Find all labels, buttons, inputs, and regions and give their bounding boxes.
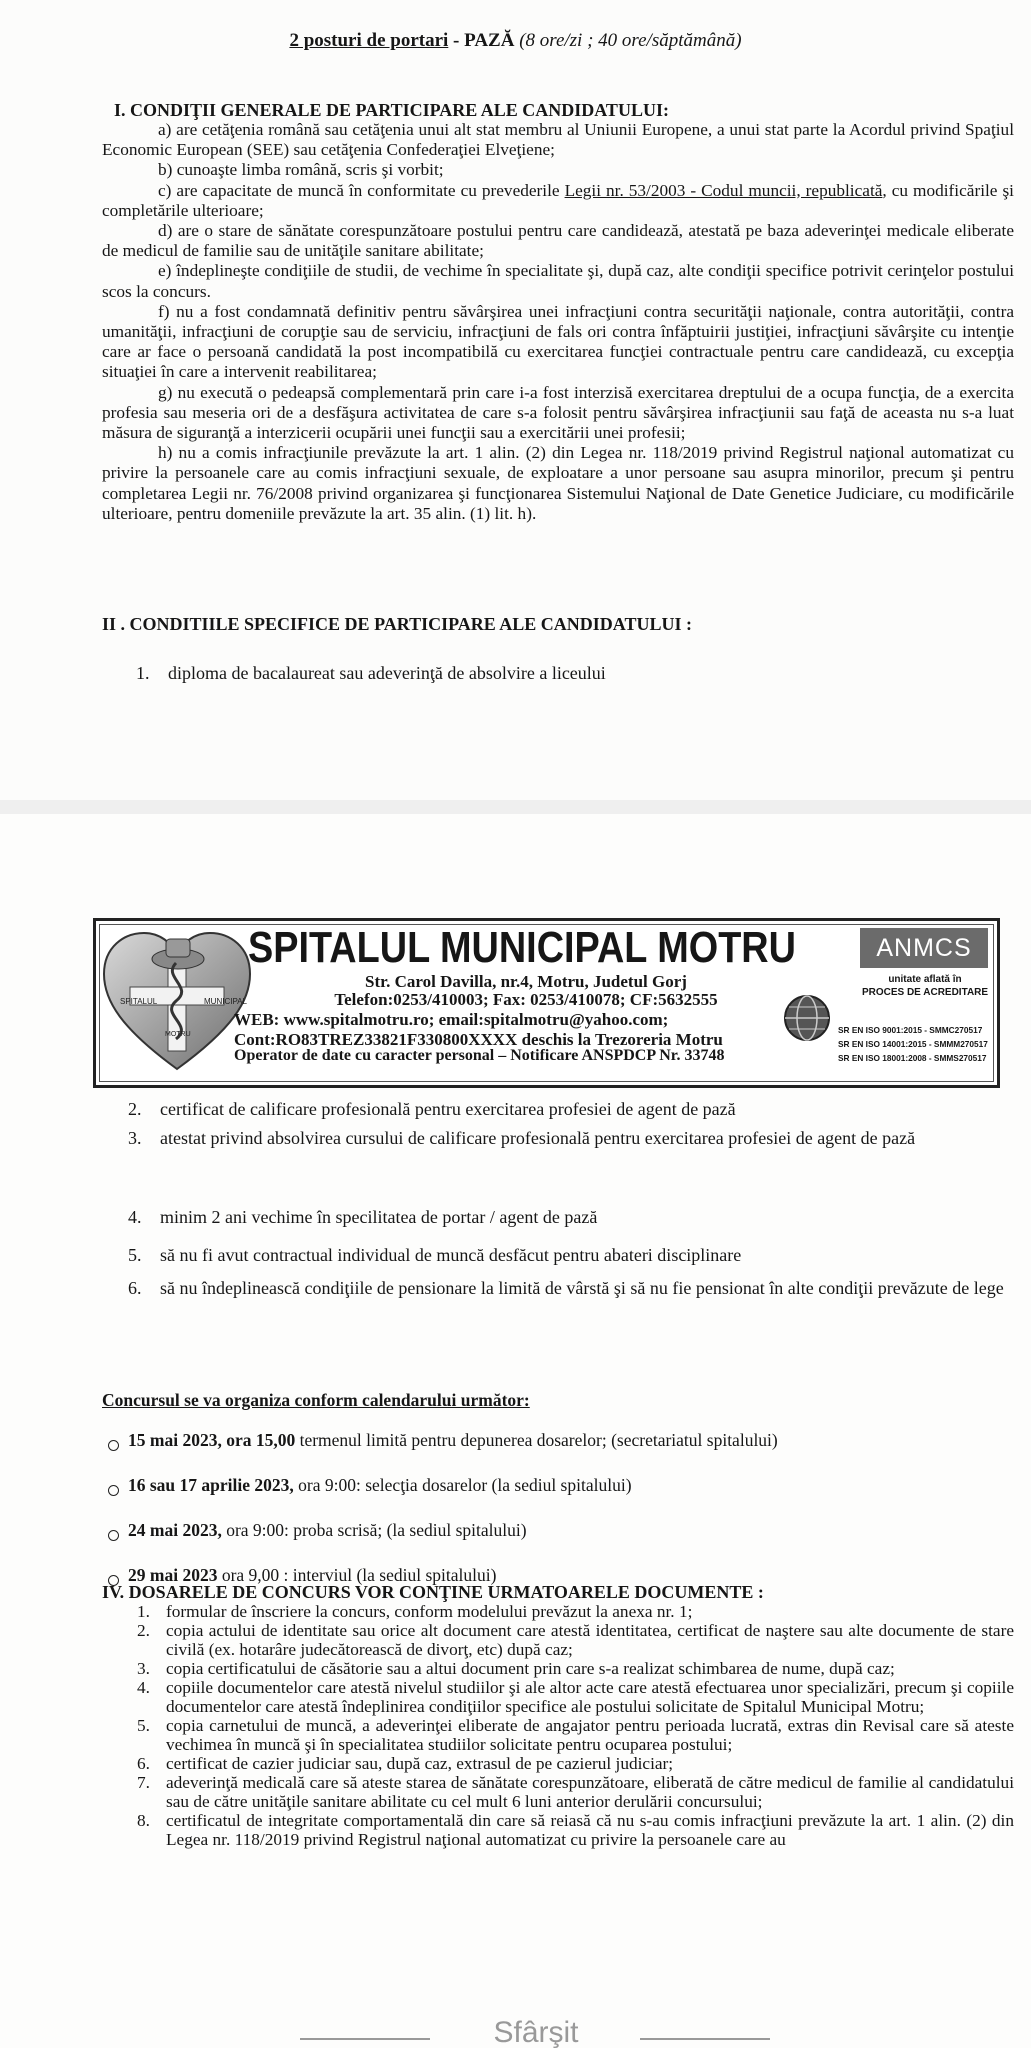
item-number: 3. (128, 1128, 142, 1148)
specific-item-3 (128, 1112, 1008, 1164)
hospital-web: WEB: www.spitalmotru.ro; email:spitalmotru@yahoo.com; (234, 1010, 669, 1029)
document-item-7 (102, 1773, 1014, 1811)
calendar-heading: Concursul se va organiza conform calendarului următor: (102, 1390, 530, 1410)
calendar-entry-2 (128, 1475, 632, 1496)
item-text: minim 2 ani vechime în specilitatea de portar / agent de pază (160, 1207, 598, 1227)
calendar-date: 15 mai 2023, ora 15,00 (128, 1430, 296, 1450)
calendar-date: 16 sau 17 aprilie 2023, (128, 1475, 294, 1495)
item-text: adeverinţă medicală care să ateste starea de sănătate corespunzătoare, eliberată de către medicul de familie al candidatului sau de către unităţile sanitare abilitate cu cel mult 6 luni anterior derulării concursului; (166, 1773, 1014, 1811)
title-sep: - PAZĂ (448, 30, 520, 51)
hospital-account: Cont:RO83TREZ33821F330800XXXX deschis la Trezoreria Motru (234, 1030, 723, 1049)
calendar-description: ora 9,00 : interviul (la sediul spitalului) (217, 1565, 497, 1585)
calendar-entry-3 (128, 1520, 527, 1541)
condition-e: e) îndeplineşte condiţiile de studii, de vechime în specialitate şi, după caz, alte condiţii specifice potrivit cerinţelor postului scos la concurs. (102, 261, 1014, 301)
section2-heading: II . CONDITIILE SPECIFICE DE PARTICIPARE ALE CANDIDATULUI : (102, 614, 692, 634)
item-text: copia actului de identitate sau orice alt document care atestă identitatea, certificat de naştere sau alte documente de stare civilă (ex. hotarâre judecătorească de divorţ, etc) după caz; (166, 1621, 1014, 1659)
calendar-description: ora 9:00: proba scrisă; (la sediul spitalului) (221, 1520, 527, 1540)
document-item-5 (102, 1716, 1014, 1754)
title-hours: (8 ore/zi ; 40 ore/săptămână) (519, 30, 742, 51)
hospital-letterhead (93, 918, 1000, 1088)
end-divider-right (640, 2038, 770, 2040)
calendar-date: 29 mai 2023 (128, 1565, 218, 1585)
law-53-link: Legii nr. 53/2003 - Codul muncii, republicată (564, 180, 883, 200)
item-number: 5. (137, 1716, 150, 1735)
logo-text-left: SPITALUL (120, 997, 158, 1006)
hospital-data-operator: Operator de date cu caracter personal – Notificare ANSPDCP Nr. 33748 (234, 1047, 725, 1064)
item-text: diploma de bacalaureat sau adeverinţă de absolvire a liceului (168, 663, 606, 683)
accreditation-line-1: unitate aflată în (888, 974, 962, 985)
item-text: să nu fi avut contractual individual de muncă desfăcut pentru abateri disciplinare (160, 1245, 742, 1265)
hospital-phone: Telefon:0253/410003; Fax: 0253/410078; CF:5632555 (334, 990, 718, 1009)
item-text: certificatul de integritate comportamentală din care să reiasă că nu s-au comis infracţiuni prevăzute la art. 1 alin. (2) din Legea nr. 118/2019 privind Registrul naţional automatizat cu privire la persoanele care au (166, 1811, 1014, 1849)
item-text: copia carnetului de muncă, a adeverinţei eliberate de angajator pentru perioada lucrată, extras din Revisal care să ateste vechimea în muncă şi în specialitatea studiilor solicitate pentru ocuparea postului; (166, 1716, 1014, 1754)
document-item-6 (102, 1754, 1014, 1773)
globe-icon (782, 993, 832, 1043)
item-number: 2. (128, 1099, 142, 1119)
item-text: certificat de cazier judiciar sau, după caz, extrasul de pe cazierul judiciar; (166, 1754, 674, 1773)
bullet-icon (108, 1485, 119, 1496)
item-number: 2. (137, 1621, 150, 1640)
document-item-3 (102, 1659, 1014, 1678)
section1-heading: I. CONDIŢII GENERALE DE PARTICIPARE ALE CANDIDATULUI: (114, 100, 669, 120)
bullet-icon (108, 1530, 119, 1541)
item-number: 3. (137, 1659, 150, 1678)
section1-body (102, 120, 1014, 524)
condition-c-text: c) are capacitate de muncă în conformitate cu prevederile (158, 180, 565, 200)
documents-list (102, 1602, 1014, 1849)
item-number: 6. (128, 1278, 142, 1298)
specific-item-1 (136, 654, 1016, 692)
section4-heading: IV. DOSARELE DE CONCURS VOR CONŢINE URMATOARELE DOCUMENTE : (102, 1582, 764, 1602)
item-number: 4. (137, 1678, 150, 1697)
condition-c-tail: , cu modificările şi completările ulterioare; (102, 180, 1014, 220)
item-text: formular de înscriere la concurs, conform modelului prevăzut la anexa nr. 1; (166, 1602, 693, 1621)
condition-c (102, 181, 1014, 221)
end-label: Sfârşit (493, 2016, 579, 2049)
hospital-name: SPITALUL MUNICIPAL MOTRU (248, 923, 796, 972)
accreditation-line-2: PROCES DE ACREDITARE (861, 987, 989, 998)
calendar-date: 24 mai 2023, (128, 1520, 222, 1540)
item-number: 1. (137, 1602, 150, 1621)
document-item-8 (102, 1811, 1014, 1849)
item-number: 1. (136, 663, 150, 683)
bullet-icon (108, 1440, 119, 1451)
accreditation-status (860, 973, 990, 999)
item-number: 4. (128, 1207, 142, 1227)
iso-14001: SR EN ISO 14001:2015 - SMMM270517 (838, 1039, 988, 1049)
document-item-4 (102, 1678, 1014, 1716)
logo-text-right: MUNICIPAL (204, 997, 247, 1006)
item-text: atestat privind absolvirea cursului de calificare profesională pentru exercitarea profesiei de agent de pază (160, 1128, 916, 1148)
document-item-2 (102, 1621, 1014, 1659)
logo-text-bottom: MOTRU (165, 1031, 191, 1038)
item-number: 8. (137, 1811, 150, 1830)
end-divider-left (300, 2038, 430, 2040)
condition-g: g) nu execută o pedeapsă complementară prin care i-a fost interzisă exercitarea dreptului de a ocupa funcţia, de a exercita profesia sau meseria ori de a desfăşura activitatea de care s-a folosit pentru săvârşirea infracţiunii sau faţă de aceasta nu s-a luat măsura de siguranţă a interzicerii ocupării unei funcţii sau a exercitării unei profesii; (102, 382, 1014, 443)
anmcs-logo: ANMCS (860, 928, 988, 968)
specific-item-6 (128, 1262, 1008, 1314)
title-posts: 2 posturi de portari (289, 30, 449, 51)
condition-a: a) are cetăţenia română sau cetăţenia unui alt stat membru al Uniunii Europene, a unui stat parte la Acordul privind Spaţiul Economic European (SEE) sau cetăţenia Confederaţiei Elveţiene; (102, 120, 1014, 160)
iso-18001: SR EN ISO 18001:2008 - SMMS270517 (838, 1053, 987, 1063)
document-item-1 (102, 1602, 1014, 1621)
item-text: să nu îndeplinească condiţiile de pensionare la limită de vârstă şi să nu fie pensionat în alte condiţii prevăzute de lege (160, 1278, 1004, 1298)
condition-f: f) nu a fost condamnată definitiv pentru săvârşirea unei infracţiuni contra securităţii naţionale, contra autorităţii, contra umanităţii, infracţiuni de corupţie sau de serviciu, infracţiuni de fals ori contra înfăptuirii justiţiei, infracţiuni săvârşite cu intenţie care ar face o persoană candidată la post incompatibilă cu exercitarea funcţiei contractuale pentru care candidează, cu excepţia situaţiei în care a intervenit reabilitarea; (102, 301, 1014, 382)
calendar-description: ora 9:00: selecţia dosarelor (la sediul spitalului) (293, 1475, 632, 1495)
page-separator (0, 800, 1031, 814)
item-number: 7. (137, 1773, 150, 1792)
calendar-description: termenul limită pentru depunerea dosarelor; (secretariatul spitalului) (295, 1430, 778, 1450)
page-title (0, 30, 1031, 52)
item-text: certificat de calificare profesională pentru exercitarea profesiei de agent de pază (160, 1099, 736, 1119)
iso-9001: SR EN ISO 9001:2015 - SMMC270517 (838, 1025, 983, 1035)
condition-b: b) cunoaşte limba română, scris şi vorbit; (158, 160, 444, 180)
specific-item-4 (128, 1198, 1008, 1236)
calendar-entry-1 (128, 1430, 778, 1451)
end-of-document (0, 2006, 1031, 2048)
item-number: 5. (128, 1245, 142, 1265)
item-text: copia certificatului de căsătorie sau a altui document prin care s-a realizat schimbarea de nume, după caz; (166, 1659, 895, 1678)
hospital-address: Str. Carol Davilla, nr.4, Motru, Judetul Gorj (365, 972, 687, 991)
item-number: 6. (137, 1754, 150, 1773)
condition-d: d) are o stare de sănătate corespunzătoare postului pentru care candidează, atestată pe baza adeverinţei medicale eliberate de medicul de familie sau de unităţile sanitare abilitate; (102, 221, 1014, 261)
item-text: copiile documentelor care atestă nivelul studiilor şi ale altor acte care atestă efectuarea unor specializări, precum şi copiile documentelor care atestă îndeplinirea condiţiilor specifice ale postului solicitate de Spitalul Municipal Motru; (166, 1678, 1014, 1716)
condition-h: h) nu a comis infracţiunile prevăzute la art. 1 alin. (2) din Legea nr. 118/2019 privind Registrul naţional automatizat cu privire la persoanele care au comis infracţiuni sexuale, de exploatare a unor persoane sau asupra minorilor, precum şi pentru completarea Legii nr. 76/2008 privind organizarea şi funcţionarea Sistemului Naţional de Date Genetice Judiciare, cu modificările ulterioare, pentru domeniile prevăzute la art. 35 alin. (1) lit. h). (102, 443, 1014, 523)
